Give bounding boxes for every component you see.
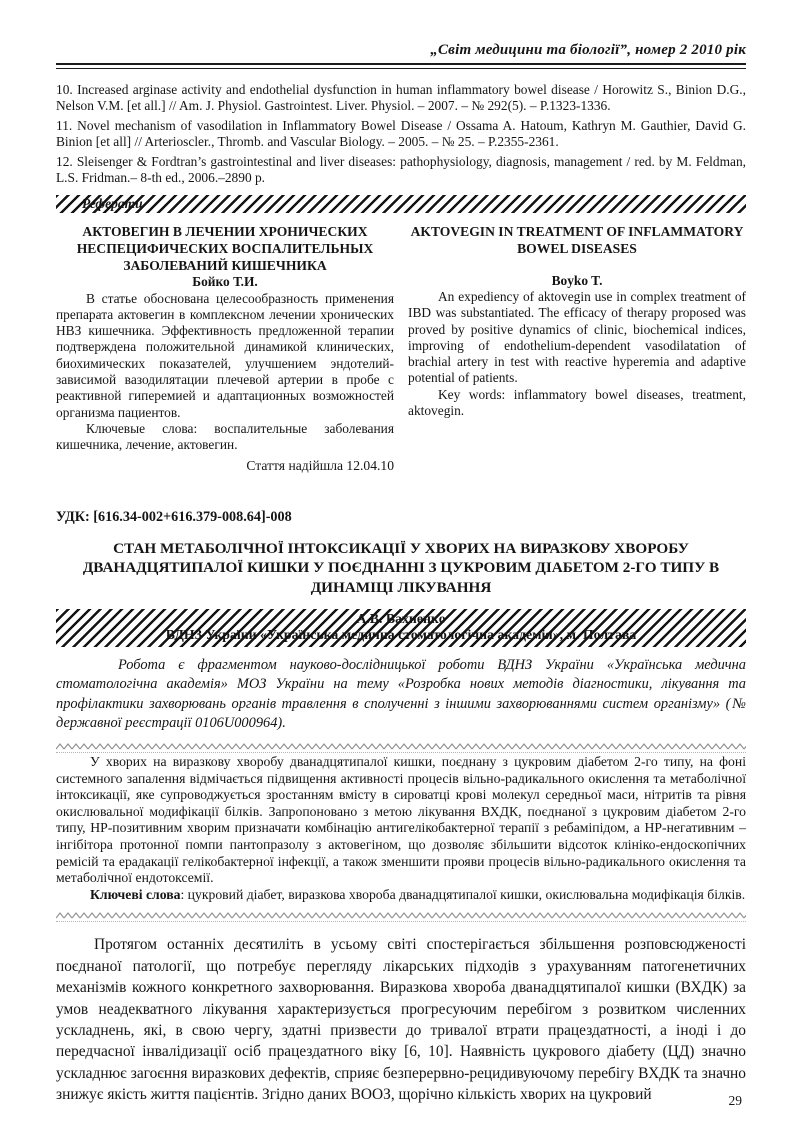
abstract-ru-keywords: Ключевые слова: воспалительные заболевания кишечника, лечение, актовегин. — [56, 420, 394, 453]
dotted-line — [56, 921, 746, 922]
article-body-text: Протягом останніх десятиліть в усьому світі спостерігається збільшення розповсюдженості поєднаної патології, що потребує перегляду лікарських підходів з урахуванням патогенетичних механізмів кожного конкретного захворювання. Виразкова хвороба дванадцятипалої кишки (ВХДК) за умов неадекватного лікування характеризується прогресуючим перебігом з розвитком численних ускладнень, які, в свою чергу, здатні призвести до тривалої втрати працездатності, а іноді і до передчасної інвалідизації осіб працездатного віку [6, 10]. Наявність цукрового діабету (ЦД) значно ускладнює загоєння виразкових дефектів, сприяє безперервно-рецидивуючому перебігу ВХДК та значно знижує якість життя пацієнтів. Згідно даних ВООЗ, щорічно кількість хворих на цукровий — [56, 936, 746, 1104]
zigzag-line — [56, 912, 746, 919]
header-rule — [56, 63, 746, 69]
keywords-label: Ключеві слова — [90, 886, 181, 902]
journal-header: „Світ медицини та біології”, номер 2 2010 рік — [430, 42, 746, 58]
ukrainian-abstract — [56, 754, 746, 903]
abstract-en-body: An expediency of aktovegin use in complex treatment of IBD was substantiated. The efficacy of therapy proposed was proved by positive dynamics of clinic, biochemical indices, improving of endothelium-dependent vasodilatation of brachial artery in test with reactive hyperemia and adaptive potential of patients. — [408, 288, 746, 386]
abstract-uk-keywords — [56, 887, 746, 904]
referaty-hatch-band — [56, 195, 746, 213]
abstract-english — [408, 224, 746, 474]
dotted-line — [56, 752, 746, 753]
abstract-ru-body: В статье обоснована целесообразность применения препарата актовегин в комплексном лечении хронических НВЗ кишечника. Эффективность предложенной терапии подтверждена положительной динамикой клинических, биохимических показателей, улучшением эндотелий-зависимой вазодилятации плечевой артерии в пробе с реактивной гиперемией и адаптационных возможностей организма пациентов. — [56, 290, 394, 420]
abstract-en-title: AKTOVEGIN IN TREATMENT OF INFLAMMATORY BOWEL DISEASES — [410, 224, 744, 257]
author-hatch-band — [56, 609, 746, 647]
abstract-ru-author: Бойко Т.И. — [192, 274, 258, 290]
keywords-text: : цукровий діабет, виразкова хвороба дванадцятипалої кишки, окислювальна модифікація білків. — [180, 886, 746, 902]
zigzag-separator-top — [56, 743, 746, 753]
reference-item: 12. Sleisenger & Fordtran’s gastrointestinal and liver diseases: pathophysiology, diagnosis, management / red. by M. Feldman, L.S. Fridman.– 8-th ed., 2006.–2890 p. — [56, 153, 746, 186]
udc-code: УДК: [616.34-002+616.379-008.64]-008 — [56, 508, 292, 525]
abstract-russian — [56, 224, 394, 474]
project-note: Робота є фрагментом науково-дослідницької роботи ВДНЗ України «Українська медична стоматологічна академія» МОЗ України на тему «Розробка нових методів діагностики, лікування та профілактики захворювань органів травлення в сполученні з іншими захворюваннями систем організму» (№ державної реєстрації 0106U000964). — [56, 656, 746, 732]
article-affiliation: ВДНЗ України «Українська медична стоматологічна академія», м. Полтава — [165, 627, 637, 643]
abstract-en-author: Boyko T. — [551, 272, 603, 288]
referaty-label: Реферати — [82, 196, 143, 212]
reference-item: 11. Novel mechanism of vasodilation in Inflammatory Bowel Disease / Ossama A. Hatoum, Kathryn M. Gauthier, David G. Binion [et all] // Arterioscler., Thromb. and Vascular Biology. – 2005. – № 25. – P.2355-2361. — [56, 117, 746, 150]
zigzag-separator-bottom — [56, 912, 746, 922]
abstract-uk-body: У хворих на виразкову хворобу дванадцятипалої кишки, поєднану з цукровим діабетом 2-го типу, на фоні системного запалення відмічається підвищення активності процесів вільно-радикального окислення та метаболічної інтоксикації, яке супроводжується зростанням вмісту в сироватці крові молекул середньої маси, нітритів та рівня окислювальної модифікації білків. Запропоновано з метою лікування ВХДК, поєднаної з цукровим діабетом 2-го типу, НР-позитивним хворим призначати комбінацію антигелікобактерної терапії з ребаміпідом, а НР-негативним – інгібітора протонної помпи пантопразолу з актовегіном, що дозволяє збільшити відсоток клініко-ендоскопічних ремісій та ерадакації гелікобактерної інфекції, а також зменшити прояви процесів вільно-радикального окислення та метаболічної ендотоксемії. — [56, 753, 746, 886]
abstract-ru-title: АКТОВЕГИН В ЛЕЧЕНИИ ХРОНИЧЕСКИХ НЕСПЕЦИФИЧЕСКИХ ВОСПАЛИТЕЛЬНЫХ ЗАБОЛЕВАНИЙ КИШЕЧНИКА — [76, 224, 374, 273]
article-author: А.В. Вахненко — [356, 610, 446, 626]
page-number: 29 — [728, 1093, 742, 1108]
abstract-en-keywords: Key words: inflammatory bowel diseases, treatment, aktovegin. — [408, 386, 746, 418]
references-list — [56, 82, 746, 186]
received-date: Стаття надійшла 12.04.10 — [246, 458, 394, 474]
zigzag-line — [56, 743, 746, 750]
reference-item: 10. Increased arginase activity and endothelial dysfunction in human inflammatory bowel disease / Horowitz S., Binion D.G., Nelson V.M. [et all.] // Am. J. Physiol. Gastrointest. Liver. Physiol. – 2007. – № 292(5). – P.1323-1336. — [56, 82, 746, 114]
abstracts-columns — [56, 224, 746, 474]
article-title: СТАН МЕТАБОЛІЧНОЇ ІНТОКСИКАЦІЇ У ХВОРИХ НА ВИРАЗКОВУ ХВОРОБУ ДВАНАДЦЯТИПАЛОЇ КИШКИ У ПОЄДНАННІ З ЦУКРОВИМ ДІАБЕТОМ 2-ГО ТИПУ В ДИНАМІЦІ ЛІКУВАННЯ — [82, 539, 720, 596]
